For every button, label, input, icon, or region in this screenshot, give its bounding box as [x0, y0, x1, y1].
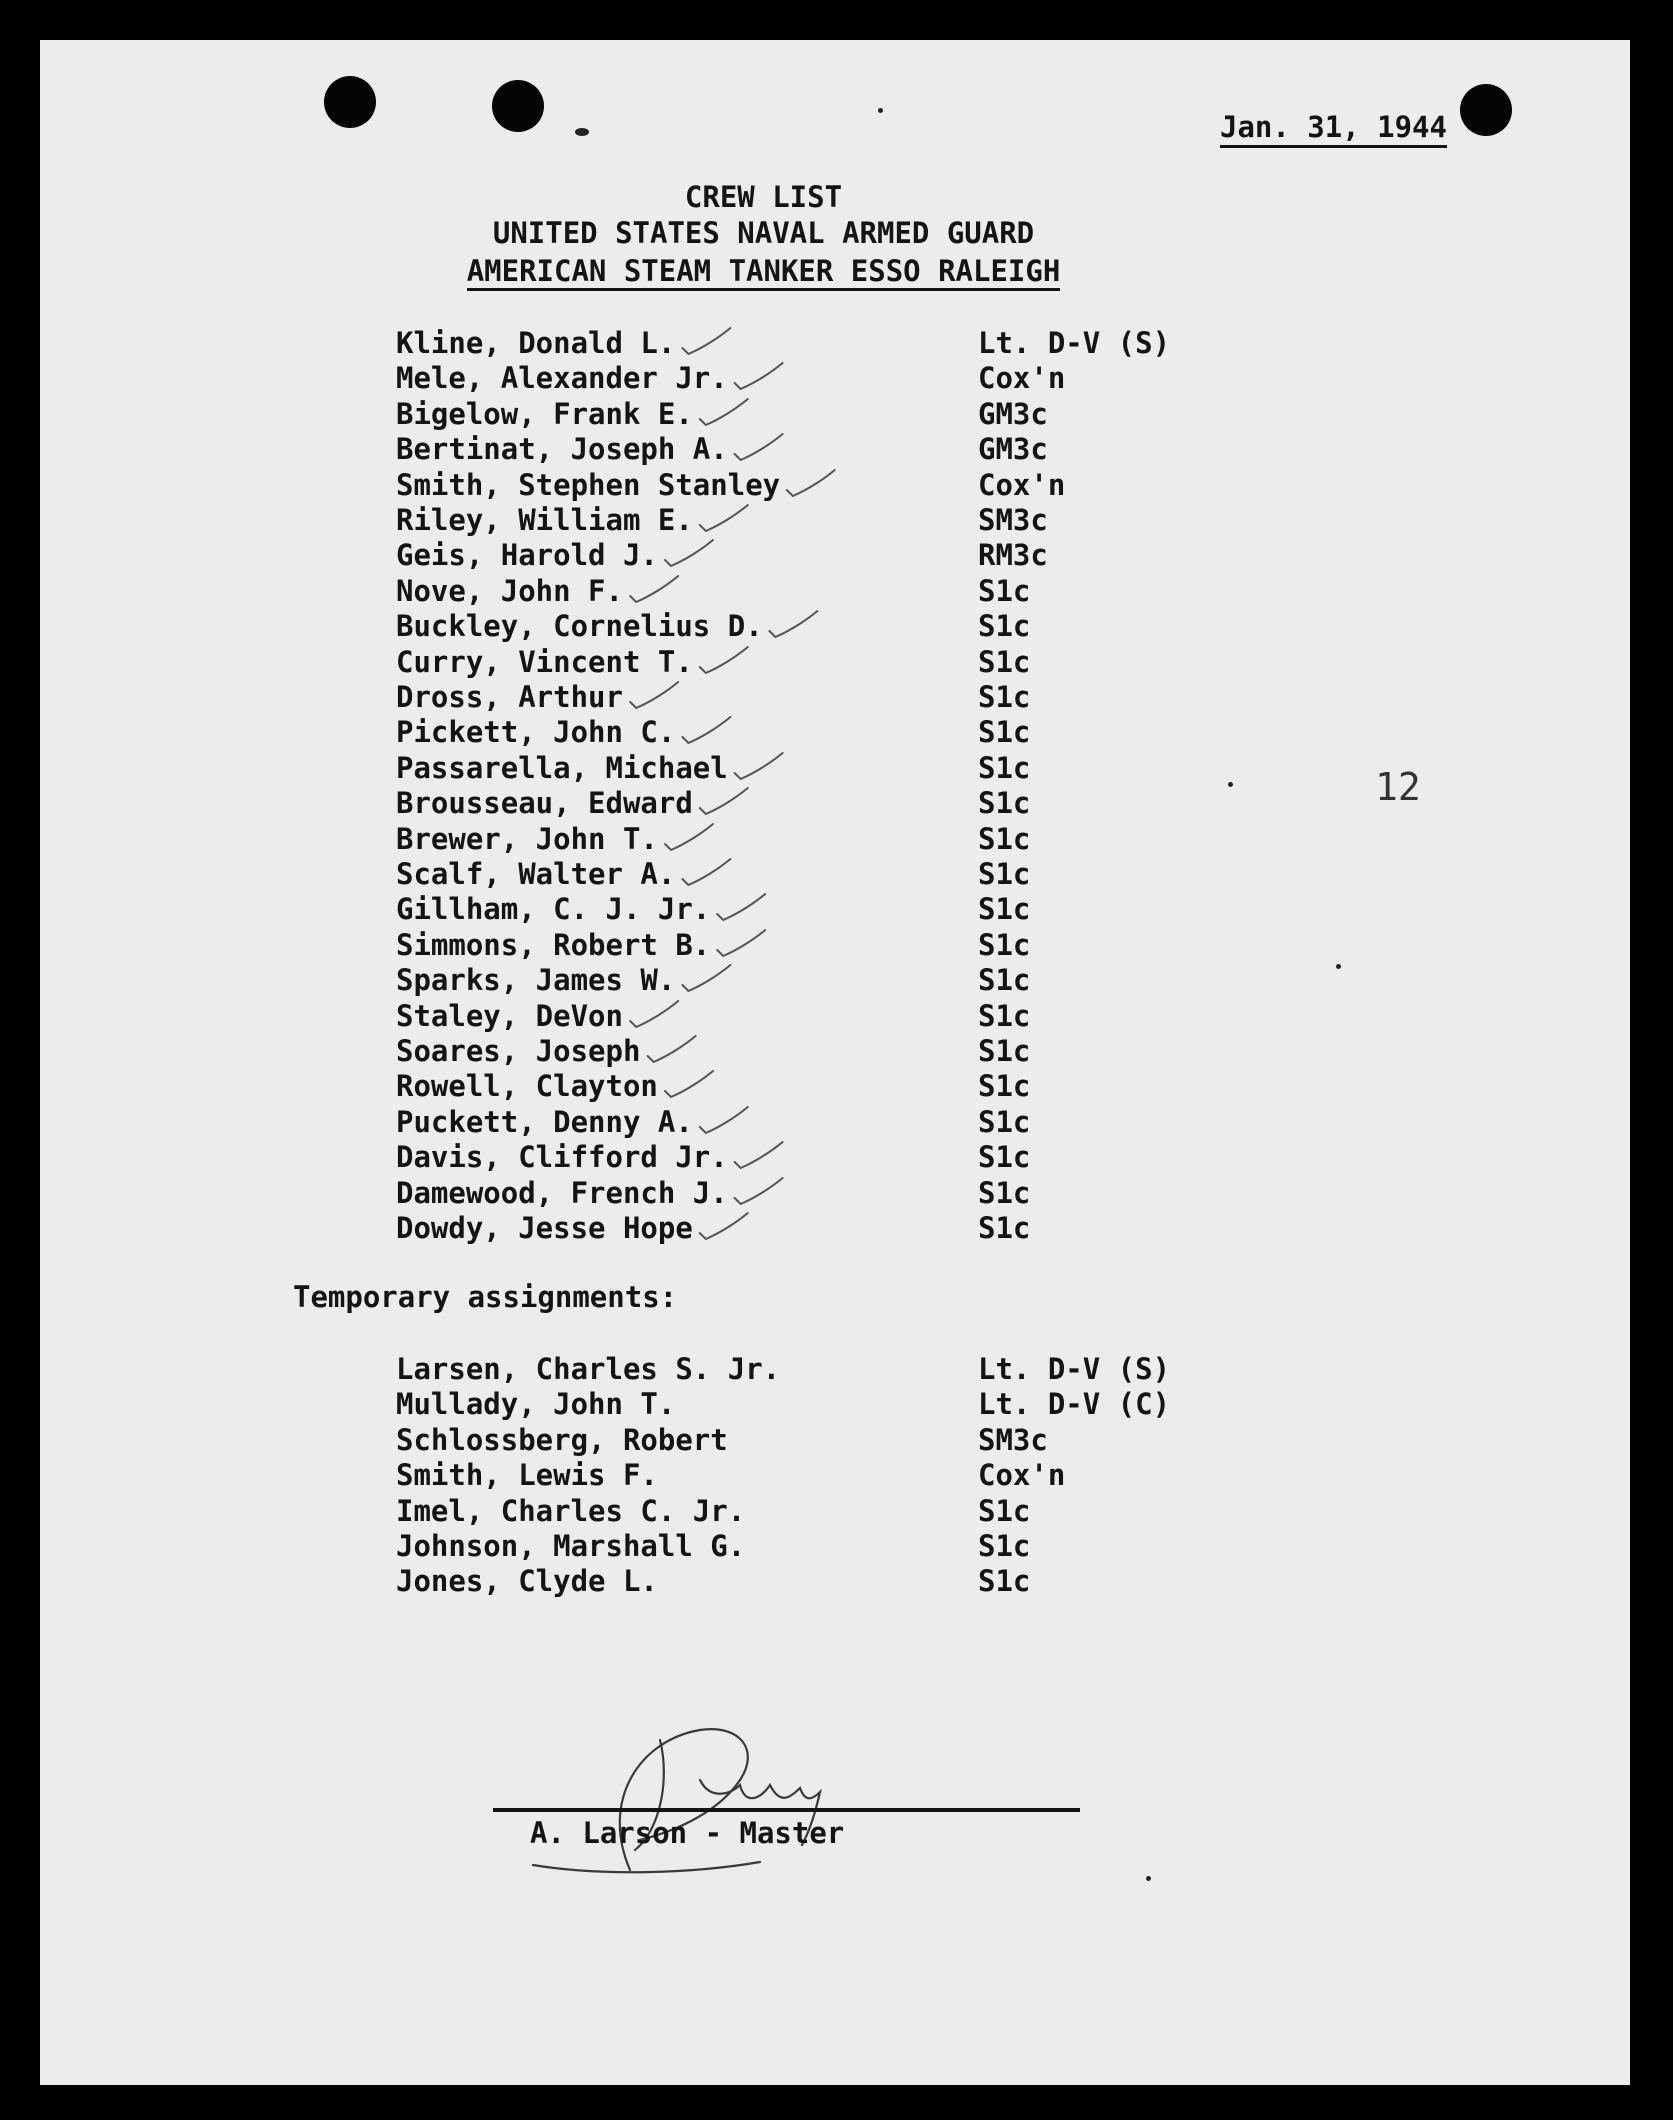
- crew-name: Soares, Joseph: [396, 1034, 641, 1068]
- crew-rating: S1c: [978, 1034, 1031, 1068]
- page-number: 12: [1375, 765, 1421, 809]
- crew-rating: S1c: [978, 1140, 1031, 1175]
- crew-rating: S1c: [978, 857, 1031, 891]
- crew-rating: S1c: [978, 573, 1031, 608]
- crew-name: Imel, Charles C. Jr.: [396, 1493, 746, 1528]
- document-date: Jan. 31, 1944: [1220, 110, 1447, 148]
- signature-line: [493, 1808, 1080, 1812]
- crew-rating: S1c: [978, 750, 1031, 785]
- crew-name: Nove, John F.: [396, 573, 623, 608]
- crew-rating: RM3c: [978, 538, 1048, 573]
- document-title: CREW LIST: [684, 180, 843, 214]
- crew-name: Simmons, Robert B.: [396, 927, 711, 962]
- crew-rating: Cox'n: [978, 467, 1066, 502]
- crew-name: Davis, Clifford Jr.: [396, 1140, 728, 1175]
- crew-name: Bertinat, Joseph A.: [396, 432, 728, 467]
- crew-name: Scalf, Walter A.: [396, 857, 676, 891]
- crew-rating: S1c: [978, 892, 1031, 927]
- crew-rating: S1c: [978, 927, 1031, 962]
- signature-name: A. Larson - Master: [530, 1816, 845, 1850]
- crew-rating: Lt. D-V (C): [978, 1387, 1171, 1422]
- crew-name: Sparks, James W.: [396, 963, 676, 998]
- crew-name: Smith, Stephen Stanley: [396, 467, 781, 502]
- crew-name: Riley, William E.: [396, 503, 693, 537]
- vessel-name: AMERICAN STEAM TANKER ESSO RALEIGH: [40, 254, 1487, 288]
- crew-rating: S1c: [978, 609, 1031, 644]
- crew-name: Passarella, Michael: [396, 750, 728, 785]
- crew-name: Brewer, John T.: [396, 821, 658, 856]
- crew-name: Buckley, Cornelius D.: [396, 609, 763, 644]
- handwritten-signature: [40, 40, 1630, 2085]
- crew-rating: Cox'n: [978, 361, 1066, 396]
- crew-rating: S1c: [978, 1564, 1031, 1599]
- document-page: [40, 40, 1630, 2085]
- crew-rating: S1c: [978, 1529, 1031, 1563]
- crew-rating: S1c: [978, 1175, 1031, 1210]
- crew-rating: SM3c: [978, 503, 1048, 537]
- crew-name: Dross, Arthur: [396, 680, 623, 714]
- crew-rating: Lt. D-V (S): [978, 326, 1171, 360]
- crew-name: Smith, Lewis F.: [396, 1458, 658, 1493]
- crew-name: Bigelow, Frank E.: [396, 396, 693, 431]
- crew-rating: S1c: [978, 1493, 1031, 1528]
- crew-rating: S1c: [978, 963, 1031, 998]
- crew-rating: S1c: [978, 1104, 1031, 1139]
- crew-rating: S1c: [978, 1069, 1031, 1104]
- crew-name: Johnson, Marshall G.: [396, 1529, 746, 1563]
- crew-name: Rowell, Clayton: [396, 1069, 658, 1104]
- crew-name: Puckett, Denny A.: [396, 1104, 693, 1139]
- crew-name: Schlossberg, Robert: [396, 1422, 728, 1457]
- crew-rating: SM3c: [978, 1422, 1048, 1457]
- crew-rating: S1c: [978, 786, 1031, 821]
- crew-rating: Cox'n: [978, 1458, 1066, 1493]
- crew-name: Staley, DeVon: [396, 998, 623, 1033]
- crew-name: Jones, Clyde L.: [396, 1564, 658, 1599]
- crew-rating: S1c: [978, 680, 1031, 714]
- crew-name: Geis, Harold J.: [396, 538, 658, 573]
- crew-rating: S1c: [978, 715, 1031, 750]
- crew-rating: Lt. D-V (S): [978, 1352, 1171, 1386]
- crew-name: Mele, Alexander Jr.: [396, 361, 728, 396]
- crew-name: Brousseau, Edward: [396, 786, 693, 821]
- crew-name: Larsen, Charles S. Jr.: [396, 1352, 781, 1386]
- crew-rating: S1c: [978, 644, 1031, 679]
- crew-name: Damewood, French J.: [396, 1175, 728, 1210]
- document-subtitle: UNITED STATES NAVAL ARMED GUARD: [492, 216, 1035, 250]
- crew-name: Curry, Vincent T.: [396, 644, 693, 679]
- crew-rating: S1c: [978, 1211, 1031, 1245]
- crew-name: Dowdy, Jesse Hope: [396, 1211, 693, 1245]
- crew-name: Gillham, C. J. Jr.: [396, 892, 711, 927]
- crew-name: Kline, Donald L.: [396, 326, 676, 360]
- temporary-assignments-heading: Temporary assignments:: [293, 1280, 678, 1314]
- crew-rating: GM3c: [978, 396, 1048, 431]
- crew-name: Pickett, John C.: [396, 715, 676, 750]
- crew-rating: S1c: [978, 998, 1031, 1033]
- crew-rating: S1c: [978, 821, 1031, 856]
- crew-rating: GM3c: [978, 432, 1048, 467]
- crew-name: Mullady, John T.: [396, 1387, 676, 1422]
